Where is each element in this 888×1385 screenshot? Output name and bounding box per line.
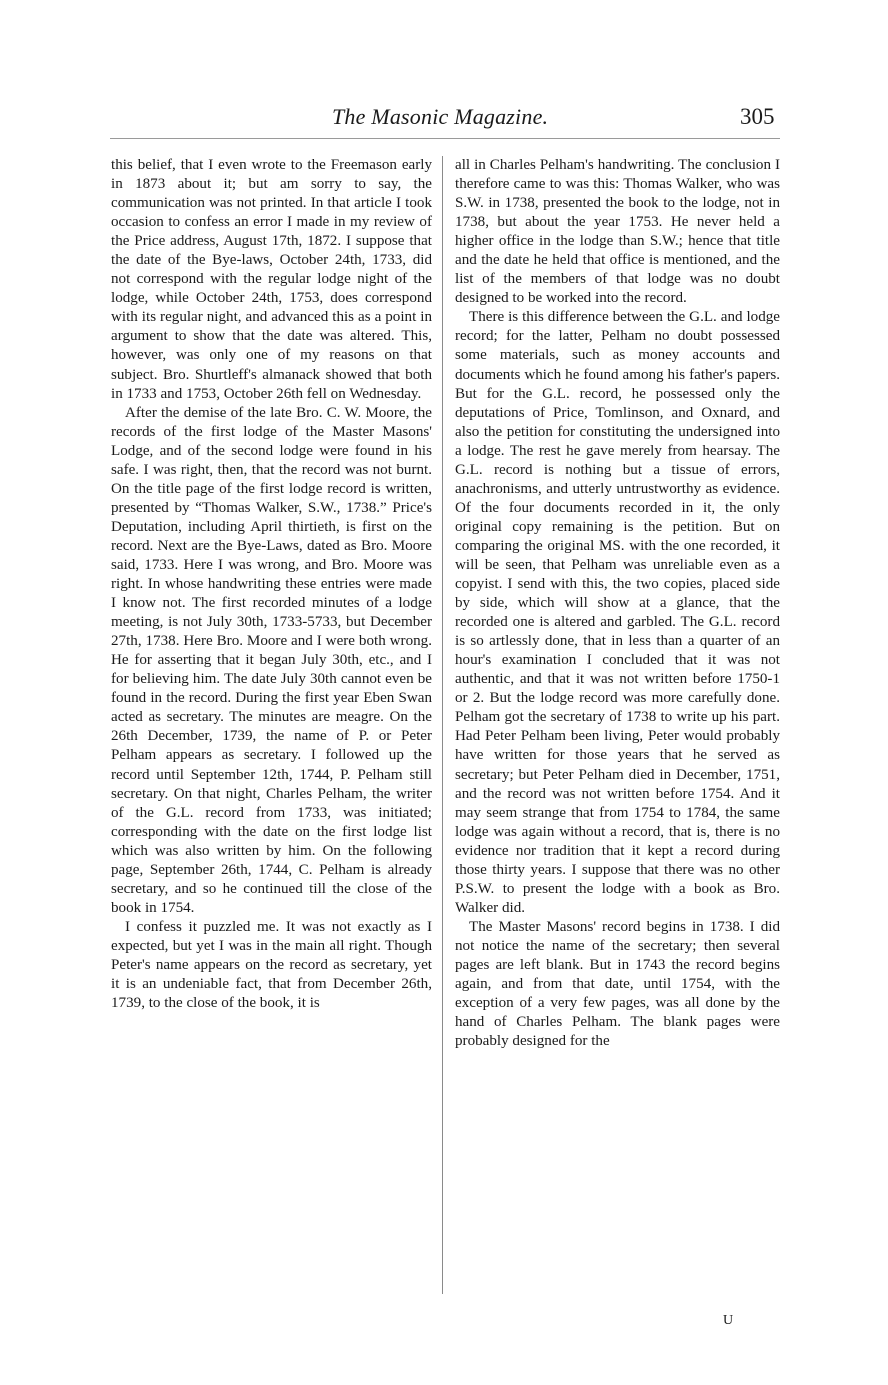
column-divider [442, 156, 443, 1294]
running-title: The Masonic Magazine. [332, 104, 549, 129]
right-paragraph-2: There is this difference between the G.L. and lodge record; for the latter, Pelham no doubt possessed some materials, such as money accounts and documents which he found among his father's papers. But for the G.L. record, he possessed only the deputations of Price, Tomlinson, and Oxnard, and also the petition for constituting the undersigned into a lodge. The rest he gave merely from hearsay. The G.L. record is nothing but a tissue of errors, anachronisms, and utterly untrustworthy as evidence. Of the four documents recorded in it, the only original copy remaining is the petition. But on comparing the original MS. with the one recorded, it will be seen, that Pelham was unreliable even as a copyist. I send with this, the two copies, placed side by side, which will show at a glance, that the recorded one is altered and garbled. The G.L. record is so artlessly done, that in less than a quarter of an hour's examination I concluded that it was not authentic, and that it was not written before 1750-1 or 2. But the lodge record was more carefully done. Pelham got the secretary of 1738 to write up his part. Had Peter Pelham been living, Peter would probably have written for those years that he served as secretary; but Peter Pelham died in December, 1751, and the record was not written before 1754. And it may seem strange that from 1754 to 1784, the same lodge was again without a record, that is, there is no evidence nor tradition that it kept a record during those thirty years. I suppose that there was no other P.S.W. to present the lodge with a book as Bro. Walker did. [455, 309, 780, 916]
left-column [111, 156, 432, 1013]
signature-mark: U [723, 1313, 734, 1328]
header-rule [110, 138, 780, 139]
page-number: 305 [740, 104, 775, 129]
left-paragraph-1: this belief, that I even wrote to the Freemason early in 1873 about it; but am sorry to say, the communication was not printed. In that article I took occasion to confess an error I made in my review of the Price address, August 17th, 1872. I suppose that the date of the Bye-laws, October 24th, 1733, did not correspond with the regular lodge night of the lodge, while October 24th, 1753, does correspond with its regular night, and advanced this as a point in argument to show that the date was altered. This, however, was only one of my reasons on that subject. Bro. Shurtleff's almanack showed that both in 1733 and 1753, October 26th fell on Wednesday. [111, 157, 432, 402]
left-paragraph-3: I confess it puzzled me. It was not exactly as I expected, but yet I was in the main all right. Though Peter's name appears on the record as secretary, yet it is an undeniable fact, that from December 26th, 1739, to the close of the book, it is [111, 918, 432, 1012]
right-paragraph-1: all in Charles Pelham's handwriting. The conclusion I therefore came to was this: Thomas Walker, who was S.W. in 1738, presented the book to the lodge, not in 1738, but about the year 1753. He never held a higher office in the lodge than S.W.; hence that title and the date he held that office is mentioned, and the list of the members of that lodge was no doubt designed to be worked into the record. [455, 157, 780, 307]
left-paragraph-2: After the demise of the late Bro. C. W. Moore, the records of the first lodge of the Master Masons' Lodge, and of the second lodge were found in his safe. I was right, then, that the record was not burnt. On the title page of the first lodge record is written, presented by “Thomas Walker, S.W., 1738.” Price's Deputation, including April thirtieth, is first on the record. Next are the Bye-Laws, dated as Bro. Moore said, 1733. Here I was wrong, and Bro. Moore was right. In whose handwriting these entries were made I know not. The first recorded minutes of a lodge meeting, is not July 30th, 1733-5733, but December 27th, 1738. Here Bro. Moore and I were both wrong. He for asserting that it began July 30th, etc., and I for believing him. The date July 30th cannot even be found in the record. During the first year Eben Swan acted as secretary. The minutes are meagre. On the 26th December, 1739, the name of P. or Peter Pelham appears as secretary. I followed up the record until September 12th, 1744, P. Pelham still secretary. On that night, Charles Pelham, the writer of the G.L. record from 1733, was initiated; corresponding with the date on the first lodge list which was also written by him. On the following page, September 26th, 1744, C. Pelham is already secretary, and so he continued till the close of the book in 1754. [111, 404, 432, 916]
right-column [455, 156, 780, 1051]
right-paragraph-3: The Master Masons' record begins in 1738. I did not notice the name of the secretary; then several pages are left blank. But in 1743 the record begins again, and from that date, until 1754, with the exception of a very few pages, was all done by the hand of Charles Pelham. The blank pages were probably designed for the [455, 918, 780, 1050]
